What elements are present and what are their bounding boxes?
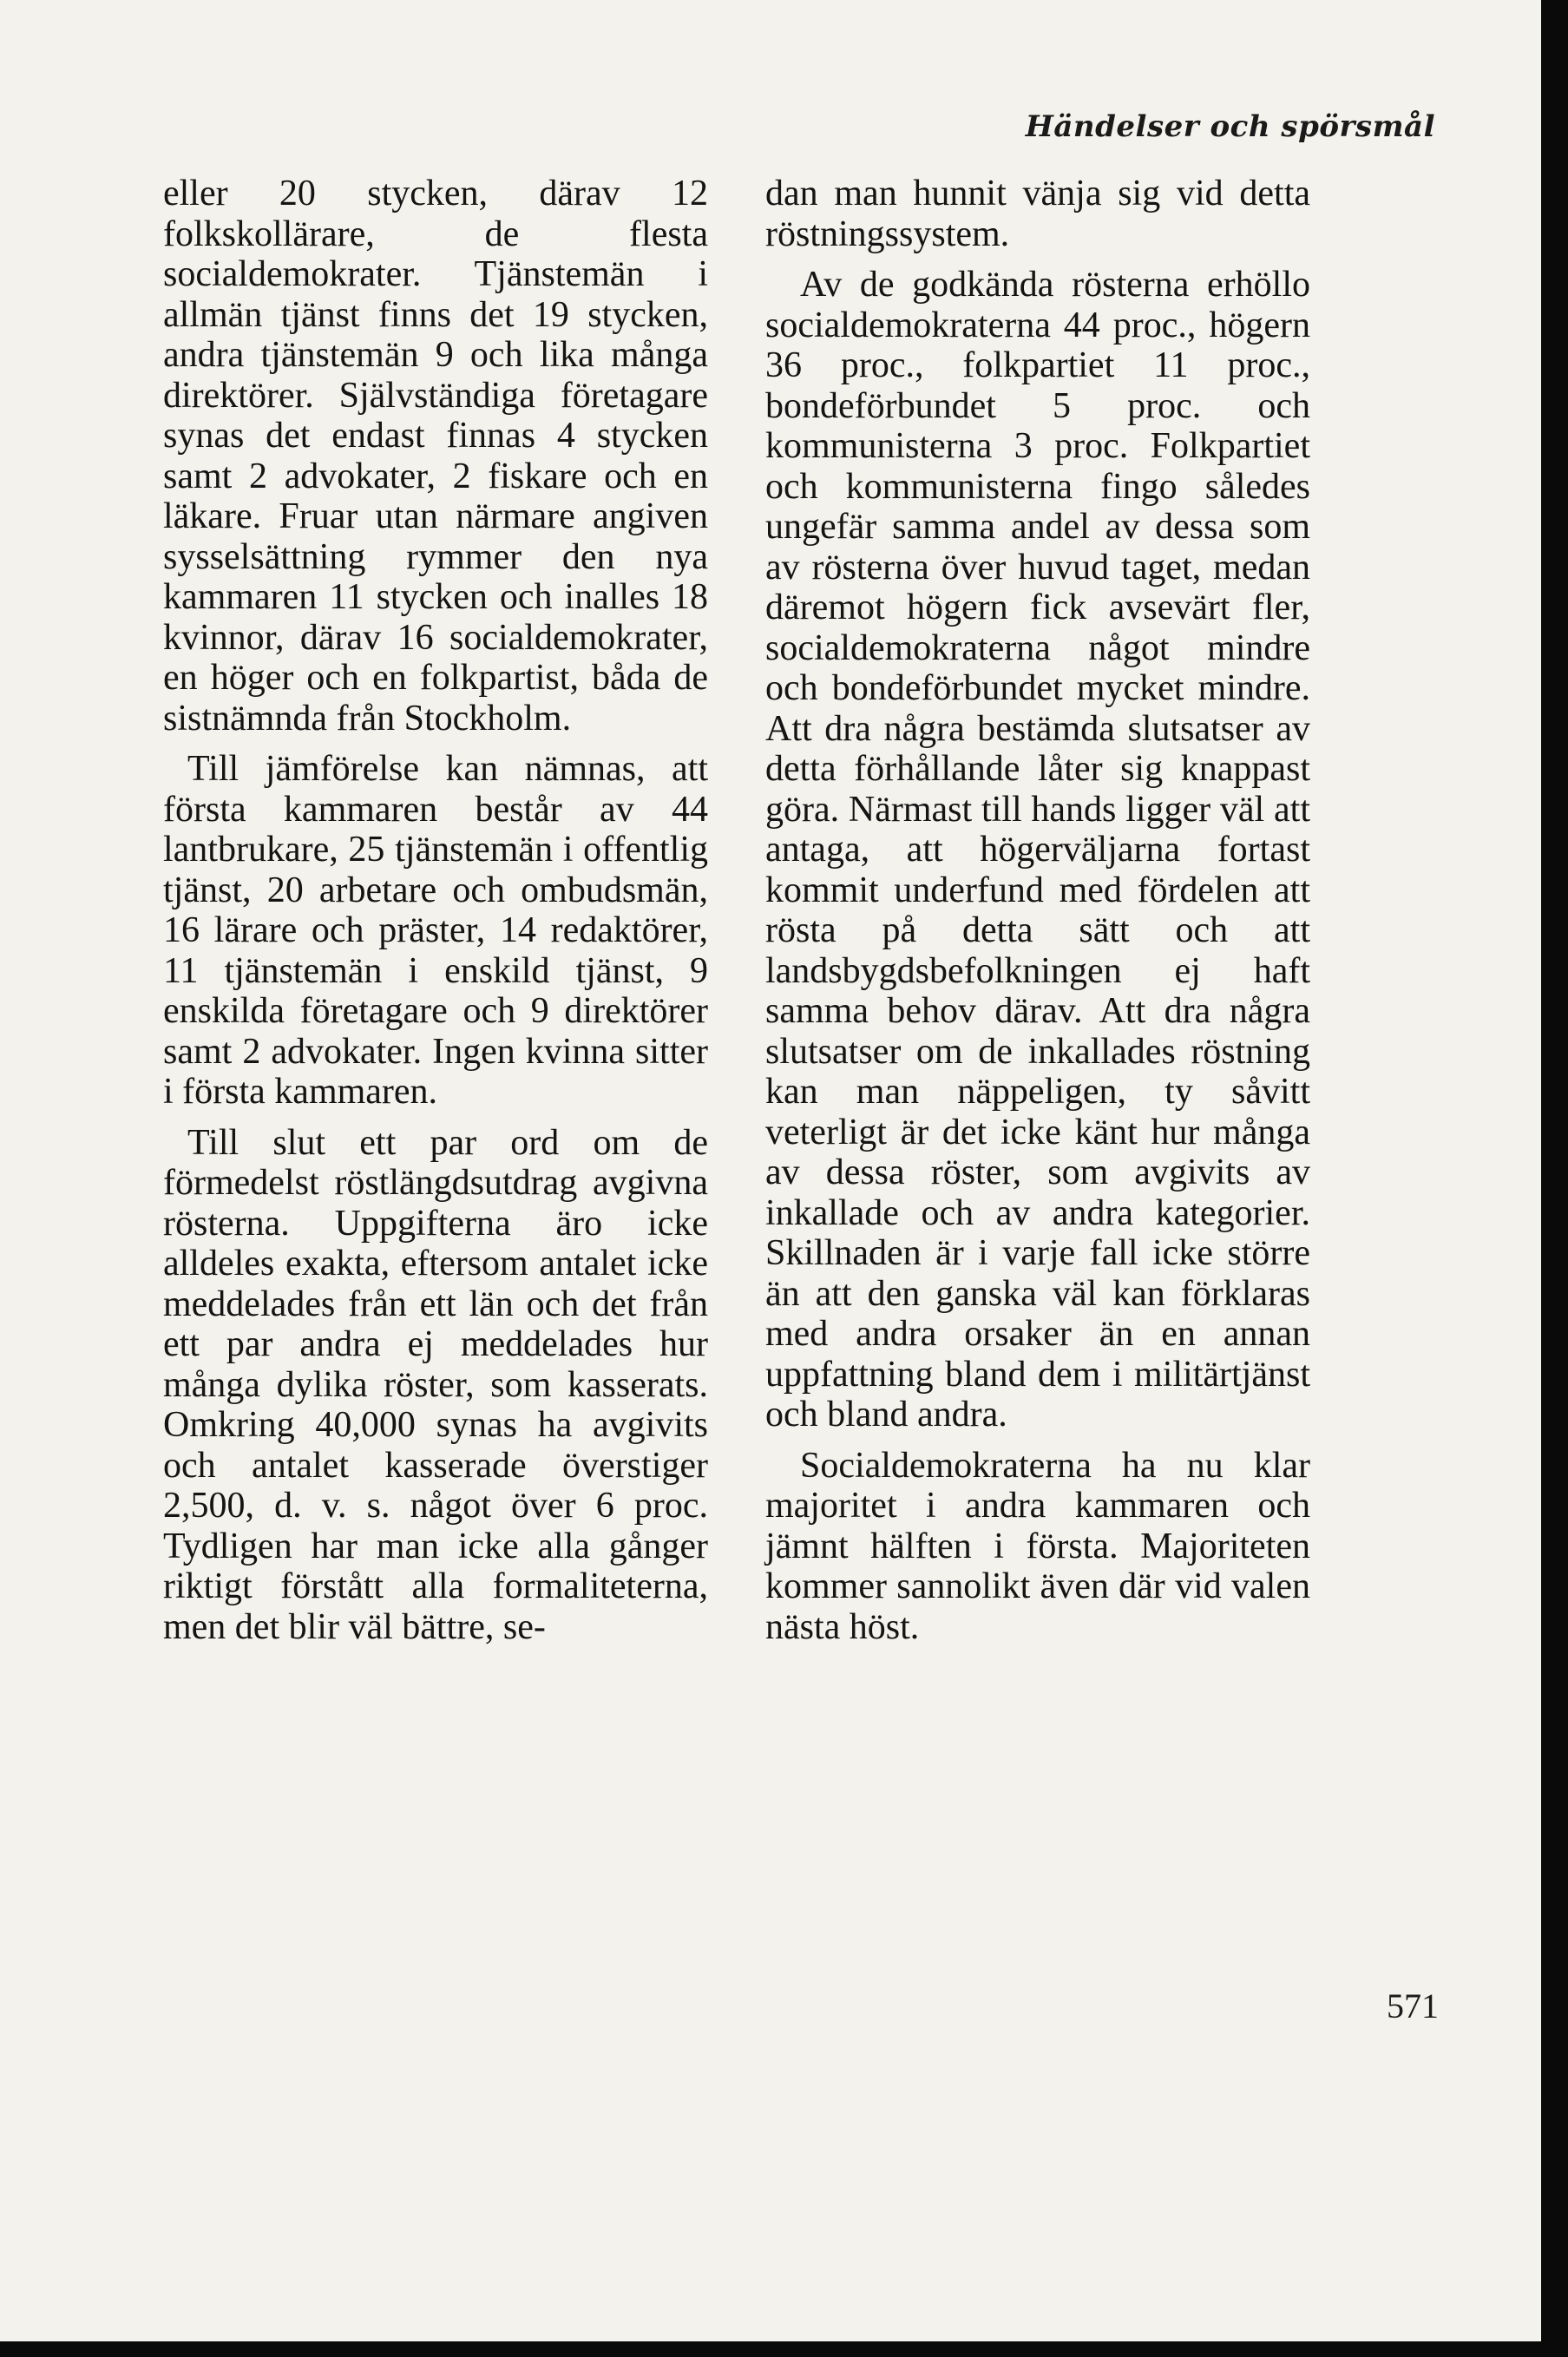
right-paragraph-2: Av de godkända rösterna erhöllo socialdemokraterna 44 proc., högern 36 proc., folkpartiet 11 proc., bondeförbundet 5 proc. och kommunisterna 3 proc. Folkpartiet och kommunisterna fingo således ungefär samma andel av dessa som av rösterna över huvud taget, medan däremot högern fick avsevärt fler, socialdemokraterna något mindre och bondeförbundet mycket mindre. Att dra några bestämda slutsatser av detta förhållande låter sig knappast göra. Närmast till hands ligger väl att antaga, att högerväljarna fortast kommit underfund med fördelen att rösta på detta sätt och att landsbygdsbefolkningen ej haft samma behov därav. Att dra några slutsatser om de inkallades röstning kan man näppeligen, ty såvitt veterligt är det icke känt hur många av dessa röster, som avgivits av inkallade och av andra kategorier. Skillnaden är i varje fall icke större än att den ganska väl kan förklaras med andra orsaker än en annan uppfattning bland dem i militärtjänst och bland andra.: [765, 265, 1310, 1435]
left-paragraph-1: eller 20 stycken, därav 12 folkskollärare, de flesta socialdemokrater. Tjänstemän i allmän tjänst finns det 19 stycken, andra tjänstemän 9 och lika många direktörer. Självständiga företagare synas det endast finnas 4 stycken samt 2 advokater, 2 fiskare och en läkare. Fruar utan närmare angiven sysselsättning rymmer den nya kammaren 11 stycken och inalles 18 kvinnor, därav 16 socialdemokrater, en höger och en folkpartist, båda de sistnämnda från Stockholm.: [163, 174, 708, 739]
right-text-column: [765, 174, 1310, 1658]
right-paragraph-3: Socialdemokraterna ha nu klar majoritet i andra kammaren och jämnt hälften i första. Majoriteten kommer sannolikt även där vid valen nästa höst.: [765, 1445, 1310, 1647]
left-paragraph-3: Till slut ett par ord om de förmedelst röstlängdsutdrag avgivna rösterna. Uppgifterna äro icke alldeles exakta, eftersom antalet icke meddelades från ett län och det från ett par andra ej meddelades hur många dylika röster, som kasserats. Omkring 40,000 synas ha avgivits och antalet kasserade överstiger 2,500, d. v. s. något över 6 proc. Tydligen har man icke alla gånger riktigt förstått alla formaliteterna, men det blir väl bättre, se-: [163, 1122, 708, 1647]
left-text-column: [163, 174, 708, 1658]
left-paragraph-2: Till jämförelse kan nämnas, att första kammaren består av 44 lantbrukare, 25 tjänstemän i offentlig tjänst, 20 arbetare och ombudsmän, 16 lärare och präster, 14 redaktörer, 11 tjänstemän i enskild tjänst, 9 enskilda företagare och 9 direktörer samt 2 advokater. Ingen kvinna sitter i första kammaren.: [163, 749, 708, 1112]
page-number: 571: [1387, 1986, 1439, 2025]
right-paragraph-1: dan man hunnit vänja sig vid detta röstningssystem.: [765, 174, 1310, 254]
running-head-title: Händelser och spörsmål: [1025, 109, 1435, 144]
